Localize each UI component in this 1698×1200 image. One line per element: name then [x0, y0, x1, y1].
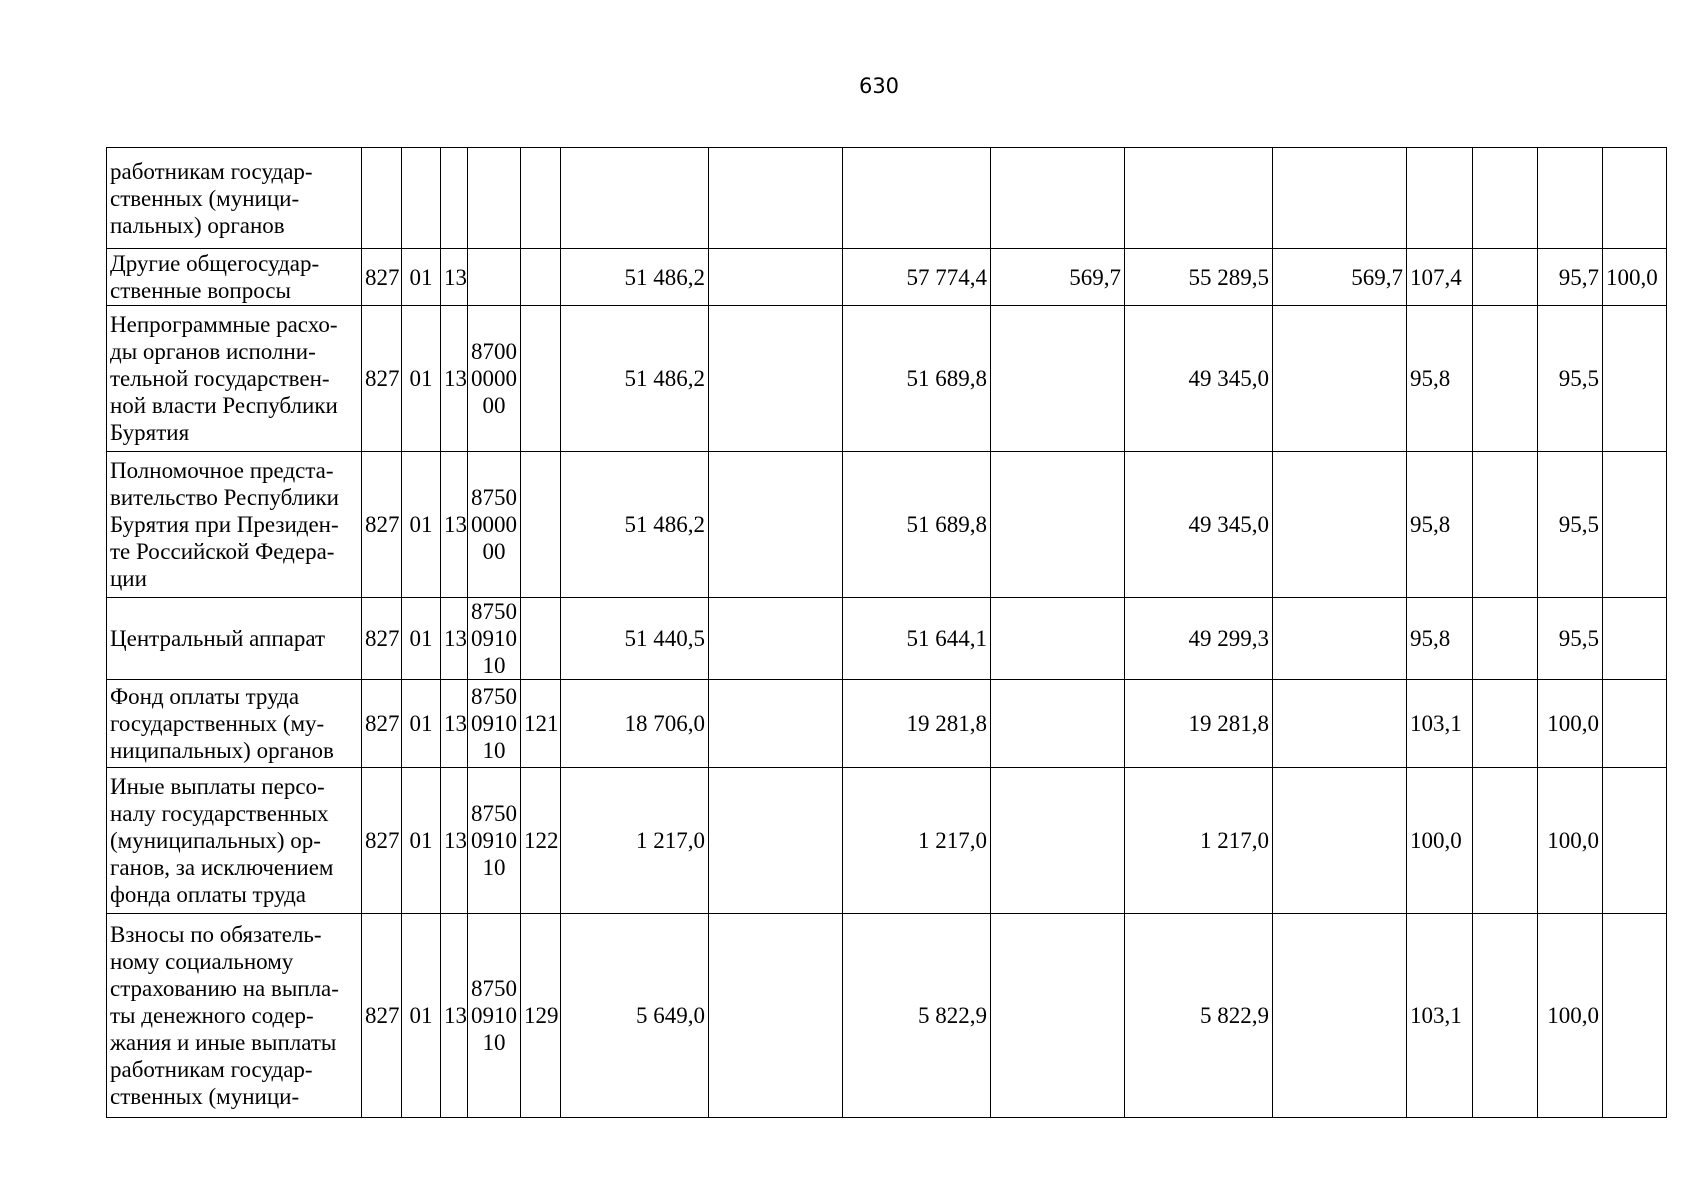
csr-code-part: 0910	[471, 828, 517, 853]
value-5-cell	[1125, 148, 1273, 249]
value-3-cell: 5 822,9	[843, 914, 991, 1118]
value-1-cell: 5 649,0	[561, 914, 709, 1118]
percent-1-cell: 95,8	[1407, 452, 1473, 598]
row-name-line: государственных (му-	[110, 711, 325, 736]
row-name-cell	[107, 306, 362, 452]
value-1-cell: 1 217,0	[561, 768, 709, 914]
csr-code-part: 8750	[471, 976, 517, 1001]
csr-code-part: 0000	[471, 366, 517, 391]
percent-1-cell	[1407, 148, 1473, 249]
row-name-line: Взносы по обязатель-	[110, 922, 322, 947]
percent-2-cell	[1473, 598, 1538, 680]
row-name-line: пальных) органов	[110, 212, 285, 238]
grbs-cell: 827	[362, 680, 402, 768]
row-name-line: ции	[110, 566, 147, 591]
table-row	[107, 148, 1667, 249]
percent-3-cell	[1538, 148, 1603, 249]
value-6-cell	[1273, 148, 1407, 249]
row-name-line: ственных (муници-	[110, 185, 300, 211]
value-5-cell: 1 217,0	[1125, 768, 1273, 914]
table-row	[107, 914, 1667, 1118]
row-name-line: налу государственных	[110, 801, 329, 826]
value-2-cell	[709, 680, 843, 768]
vr-cell: 122	[521, 768, 561, 914]
csr-code-part: 0910	[471, 1003, 517, 1028]
percent-1-cell: 95,8	[1407, 306, 1473, 452]
percent-3-cell: 95,5	[1538, 452, 1603, 598]
percent-3-cell: 95,5	[1538, 306, 1603, 452]
percent-1-cell: 103,1	[1407, 914, 1473, 1118]
percent-3-cell: 100,0	[1538, 768, 1603, 914]
percent-2-cell	[1473, 306, 1538, 452]
row-name-cell	[107, 452, 362, 598]
table-row	[107, 768, 1667, 914]
row-name-cell	[107, 148, 362, 249]
row-name-cell	[107, 680, 362, 768]
table-row	[107, 452, 1667, 598]
value-2-cell	[709, 452, 843, 598]
percent-4-cell	[1603, 148, 1667, 249]
value-4-cell	[991, 598, 1125, 680]
row-name-line: фонда оплаты труда	[110, 882, 307, 907]
csr-cell	[468, 306, 521, 452]
percent-2-cell	[1473, 680, 1538, 768]
row-name-line: ной власти Республики	[110, 393, 338, 418]
row-name-line: жания и иные выплаты	[110, 1030, 337, 1055]
csr-code-part: 0910	[471, 711, 517, 736]
value-3-cell: 51 689,8	[843, 306, 991, 452]
csr-code-part: 10	[482, 1030, 506, 1055]
table-row	[107, 249, 1667, 306]
row-name-line: ты денежного содер-	[110, 1003, 314, 1028]
value-4-cell	[991, 680, 1125, 768]
table-row	[107, 598, 1667, 680]
percent-4-cell	[1603, 680, 1667, 768]
percent-2-cell	[1473, 768, 1538, 914]
value-6-cell	[1273, 768, 1407, 914]
value-1-cell	[561, 148, 709, 249]
value-5-cell: 49 345,0	[1125, 306, 1273, 452]
rz-cell	[402, 148, 441, 249]
pr-cell	[441, 148, 468, 249]
rz-cell: 01	[402, 306, 441, 452]
row-name-line: Иные выплаты персо-	[110, 774, 325, 799]
csr-code-part: 8700	[471, 339, 517, 364]
csr-cell	[468, 680, 521, 768]
percent-1-cell: 103,1	[1407, 680, 1473, 768]
csr-cell	[468, 598, 521, 680]
grbs-cell: 827	[362, 249, 402, 306]
value-4-cell: 569,7	[991, 249, 1125, 306]
rz-cell: 01	[402, 249, 441, 306]
row-name-cell	[107, 249, 362, 306]
value-5-cell: 19 281,8	[1125, 680, 1273, 768]
csr-code-part: 0910	[471, 626, 517, 651]
percent-2-cell	[1473, 914, 1538, 1118]
value-3-cell: 19 281,8	[843, 680, 991, 768]
vr-cell	[521, 452, 561, 598]
value-4-cell	[991, 306, 1125, 452]
rz-cell: 01	[402, 452, 441, 598]
row-name-line: работникам государ-	[110, 158, 313, 184]
value-2-cell	[709, 598, 843, 680]
rz-cell: 01	[402, 914, 441, 1118]
vr-cell	[521, 249, 561, 306]
value-2-cell	[709, 914, 843, 1118]
row-name-line: Центральный аппарат	[110, 626, 326, 651]
row-name-line: Бурятия	[110, 420, 190, 445]
percent-2-cell	[1473, 249, 1538, 306]
csr-code-part: 00	[482, 539, 506, 564]
value-6-cell	[1273, 452, 1407, 598]
value-1-cell: 51 486,2	[561, 249, 709, 306]
csr-code-part: 8750	[471, 599, 517, 624]
value-2-cell	[709, 768, 843, 914]
row-name-line: ды органов исполни-	[110, 339, 316, 364]
csr-code-part: 8750	[471, 485, 517, 510]
percent-4-cell	[1603, 914, 1667, 1118]
pr-cell: 13	[441, 306, 468, 452]
value-5-cell: 49 345,0	[1125, 452, 1273, 598]
value-2-cell	[709, 306, 843, 452]
percent-1-cell: 107,4	[1407, 249, 1473, 306]
row-name-line: вительство Республики	[110, 485, 339, 510]
row-name-line: тельной государствен-	[110, 366, 330, 391]
row-name-line: (муниципальных) ор-	[110, 828, 321, 853]
value-2-cell	[709, 148, 843, 249]
table-row	[107, 680, 1667, 768]
table-row	[107, 306, 1667, 452]
row-name-line: ниципальных) органов	[110, 738, 334, 763]
row-name-line: Фонд оплаты труда	[110, 684, 300, 709]
row-name-line: Полномочное предста-	[110, 458, 334, 483]
value-5-cell: 49 299,3	[1125, 598, 1273, 680]
csr-code-part: 8750	[471, 801, 517, 826]
row-name-line: Другие общегосудар-	[110, 251, 320, 276]
value-1-cell: 51 440,5	[561, 598, 709, 680]
percent-2-cell	[1473, 452, 1538, 598]
row-name-line: Непрограммные расхо-	[110, 312, 338, 337]
value-6-cell	[1273, 598, 1407, 680]
percent-3-cell: 95,7	[1538, 249, 1603, 306]
row-name-line: ственные вопросы	[110, 278, 291, 303]
grbs-cell: 827	[362, 306, 402, 452]
rz-cell: 01	[402, 680, 441, 768]
vr-cell	[521, 598, 561, 680]
percent-4-cell: 100,0	[1603, 249, 1667, 306]
grbs-cell: 827	[362, 598, 402, 680]
row-name-line: ственных (муници-	[110, 1084, 300, 1109]
pr-cell: 13	[441, 249, 468, 306]
csr-code-part: 00	[482, 393, 506, 418]
pr-cell: 13	[441, 768, 468, 914]
percent-4-cell	[1603, 452, 1667, 598]
pr-cell: 13	[441, 598, 468, 680]
value-6-cell	[1273, 680, 1407, 768]
rz-cell: 01	[402, 768, 441, 914]
csr-code-part: 10	[482, 653, 506, 678]
value-6-cell: 569,7	[1273, 249, 1407, 306]
row-name-cell	[107, 914, 362, 1118]
value-1-cell: 18 706,0	[561, 680, 709, 768]
percent-4-cell	[1603, 768, 1667, 914]
csr-cell	[468, 768, 521, 914]
percent-3-cell: 100,0	[1538, 914, 1603, 1118]
row-name-line: ганов, за исключением	[110, 855, 334, 880]
pr-cell: 13	[441, 914, 468, 1118]
csr-code-part: 8750	[471, 684, 517, 709]
value-1-cell: 51 486,2	[561, 452, 709, 598]
percent-1-cell: 95,8	[1407, 598, 1473, 680]
row-name-line: те Российской Федера-	[110, 539, 335, 564]
value-6-cell	[1273, 914, 1407, 1118]
grbs-cell: 827	[362, 914, 402, 1118]
percent-3-cell: 95,5	[1538, 598, 1603, 680]
percent-1-cell: 100,0	[1407, 768, 1473, 914]
pr-cell: 13	[441, 452, 468, 598]
row-name-cell	[107, 598, 362, 680]
row-name-line: Бурятия при Президен-	[110, 512, 339, 537]
value-3-cell: 57 774,4	[843, 249, 991, 306]
percent-2-cell	[1473, 148, 1538, 249]
value-3-cell	[843, 148, 991, 249]
row-name-cell	[107, 768, 362, 914]
grbs-cell	[362, 148, 402, 249]
csr-cell	[468, 452, 521, 598]
row-name-line: ному социальному	[110, 949, 294, 974]
percent-4-cell	[1603, 306, 1667, 452]
value-2-cell	[709, 249, 843, 306]
value-4-cell	[991, 914, 1125, 1118]
value-4-cell	[991, 452, 1125, 598]
percent-3-cell: 100,0	[1538, 680, 1603, 768]
rz-cell: 01	[402, 598, 441, 680]
csr-cell	[468, 914, 521, 1118]
row-name-line: страхованию на выпла-	[110, 976, 339, 1001]
csr-cell	[468, 249, 521, 306]
budget-table	[106, 147, 1667, 1118]
value-3-cell: 1 217,0	[843, 768, 991, 914]
csr-code-part: 10	[482, 738, 506, 763]
value-6-cell	[1273, 306, 1407, 452]
vr-cell: 129	[521, 914, 561, 1118]
percent-4-cell	[1603, 598, 1667, 680]
grbs-cell: 827	[362, 452, 402, 598]
csr-code-part: 10	[482, 855, 506, 880]
page-number: 630	[858, 74, 900, 98]
value-1-cell: 51 486,2	[561, 306, 709, 452]
csr-code-part: 0000	[471, 512, 517, 537]
value-5-cell: 55 289,5	[1125, 249, 1273, 306]
value-4-cell	[991, 148, 1125, 249]
pr-cell: 13	[441, 680, 468, 768]
grbs-cell: 827	[362, 768, 402, 914]
vr-cell: 121	[521, 680, 561, 768]
vr-cell	[521, 148, 561, 249]
vr-cell	[521, 306, 561, 452]
row-name-line: работникам государ-	[110, 1057, 313, 1082]
value-3-cell: 51 644,1	[843, 598, 991, 680]
value-3-cell: 51 689,8	[843, 452, 991, 598]
value-4-cell	[991, 768, 1125, 914]
csr-cell	[468, 148, 521, 249]
value-5-cell: 5 822,9	[1125, 914, 1273, 1118]
